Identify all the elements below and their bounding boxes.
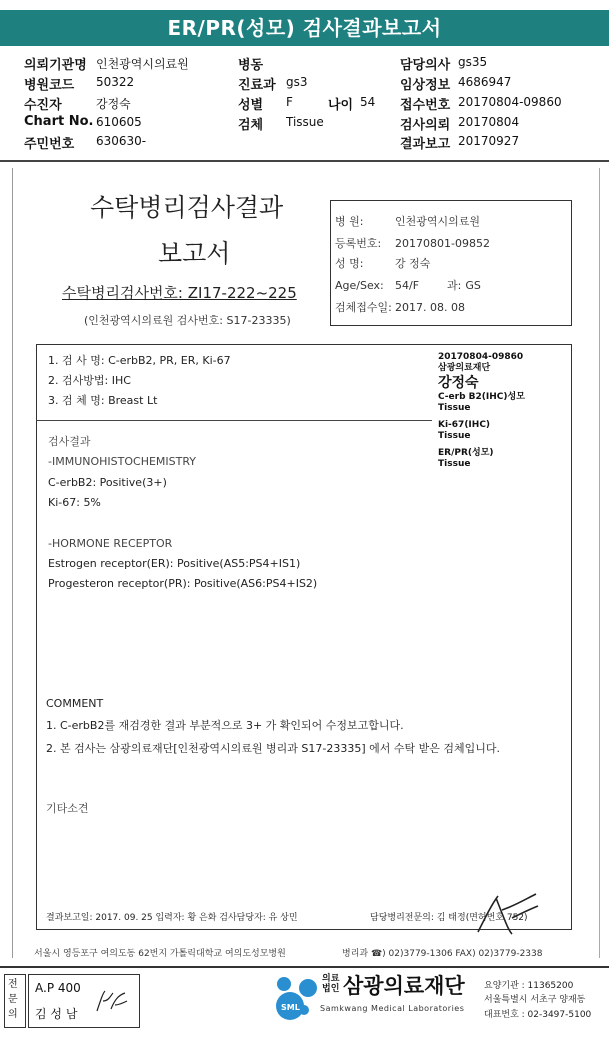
document-title-line2: 보고서 [158, 239, 231, 268]
stamp-item: Ki-67(IHC) [438, 420, 491, 430]
header-value: gs3 [286, 75, 308, 89]
name-label: 성 명: [335, 257, 364, 270]
comment-heading: COMMENT [46, 697, 104, 710]
header-label: 검사의뢰 [400, 118, 451, 133]
header-value: 20170804 [458, 115, 520, 129]
result-heading: 검사결과 [48, 435, 91, 448]
hospital-address: 서울시 영등포구 여의도동 62번지 가톨릭대학교 여의도성모병원 [34, 949, 286, 959]
header-value: F [286, 95, 293, 109]
vertical-char: 전 [8, 979, 18, 990]
header-label: 병동 [238, 58, 264, 73]
agesex-value: 54/F [395, 279, 420, 292]
brand-name: 삼광의료재단 [343, 974, 465, 998]
pathologist: 담당병리전문의: 김 태정(면허번호 752) [370, 913, 528, 923]
stamp-item: Tissue [438, 431, 471, 441]
institution-address: 서울특별시 서초구 양재동 [484, 995, 586, 1005]
header-value: gs35 [458, 55, 488, 69]
stamp-item: C-erb B2(IHC)성모 [438, 392, 525, 402]
specialist-label-box [4, 974, 26, 1028]
license-number: A.P 400 [35, 981, 81, 995]
consign-number: 수탁병리검사번호: ZI17-222~225 [62, 284, 297, 302]
hospital-label: 병 원: [335, 215, 364, 228]
stamp-item: Tissue [438, 403, 471, 413]
reg-label: 등록번호: [335, 237, 382, 250]
pr-result: Progesteron receptor(PR): Positive(AS6:PS4+IS2) [48, 577, 318, 590]
hospital-exam-number: (인천광역시의료원 검사번호: S17-23335) [84, 314, 291, 327]
header-value: 4686947 [458, 75, 512, 89]
stamp-item: Tissue [438, 459, 471, 469]
header-label: 병원코드 [24, 78, 75, 93]
header-label: 결과보고 [400, 137, 451, 152]
brand-english: Samkwang Medical Laboratories [320, 1004, 465, 1013]
agesex-label: Age/Sex: [335, 279, 384, 292]
stamp-item: ER/PR(성모) [438, 448, 494, 458]
specimen-name: 3. 검 체 명: Breast Lt [48, 394, 158, 407]
logo-text: SML [281, 1003, 300, 1012]
patient-header [0, 50, 609, 152]
ki67-result: Ki-67: 5% [48, 496, 101, 509]
dept-phone: 병리과 ☎) 02)3779-1306 FAX) 02)3779-2338 [342, 949, 543, 959]
section-rule [36, 420, 432, 421]
header-value: 50322 [96, 75, 135, 89]
stamp-accession: 20170804-09860 [438, 352, 524, 362]
specialist-signature [95, 989, 129, 1015]
comment-line: 1. C-erbB2를 재검경한 결과 부분적으로 3+ 가 확인되어 수정보고합니다. [46, 719, 404, 732]
specialist-box [28, 974, 140, 1028]
document-title: 수탁병리검사결과 [90, 193, 284, 222]
header-label: 접수번호 [400, 98, 451, 113]
reg-value: 20170801-09852 [395, 237, 490, 250]
header-value: Tissue [286, 115, 324, 129]
ihc-heading: -IMMUNOHISTOCHEMISTRY [48, 455, 197, 468]
header-label: 주민번호 [24, 137, 75, 152]
date-value: 2017. 08. 08 [395, 301, 465, 314]
sml-logo-icon [270, 974, 330, 1024]
header-divider [0, 160, 609, 162]
vertical-char: 문 [8, 994, 18, 1005]
name-value: 강 정숙 [395, 257, 431, 270]
header-label: 진료과 [238, 78, 276, 93]
header-label: 담당의사 [400, 58, 451, 73]
footer-divider [0, 966, 609, 968]
header-value: 630630- [96, 134, 147, 148]
header-label: 성별 [238, 98, 264, 113]
header-label: 수진자 [24, 98, 62, 113]
hormone-heading: -HORMONE RECEPTOR [48, 537, 173, 550]
cerbb2-result: C-erbB2: Positive(3+) [48, 476, 167, 489]
stamp-org: 삼광의료재단 [438, 363, 491, 373]
date-label: 검체접수일: [335, 301, 392, 314]
age-value: 54 [360, 95, 376, 109]
header-label: 의뢰기관명 [24, 58, 87, 73]
patient-info-box [330, 200, 572, 326]
misc-findings: 기타소견 [46, 802, 89, 815]
age-label: 나이 [328, 98, 354, 113]
header-label: Chart No. [24, 114, 94, 129]
specimen-label-stamp [438, 352, 525, 470]
header-value: 20170927 [458, 134, 520, 148]
institution-code: 요양기관 : 11365200 [484, 981, 574, 991]
corp-type: 의료 법인 [322, 974, 340, 994]
header-value: 인천광역시의료원 [96, 57, 189, 71]
test-name: 1. 검 사 명: C-erbB2, PR, ER, Ki-67 [48, 354, 231, 367]
report-signoff: 결과보고일: 2017. 09. 25 입력자: 황 은화 검사담당자: 유 상민 [46, 913, 298, 923]
header-value: 610605 [96, 115, 142, 129]
header-value: 강정숙 [96, 97, 131, 111]
dept-label: 과: [447, 279, 462, 292]
comment-line: 2. 본 검사는 삼광의료재단[인천광역시의료원 병리과 S17-23335] 에서 수탁 받은 검체입니다. [46, 742, 501, 755]
hospital-value: 인천광역시의료원 [395, 215, 481, 228]
pathologist-signature [472, 888, 542, 938]
stamp-name: 강정숙 [438, 375, 479, 391]
institution-phone: 대표번호 : 02-3497-5100 [484, 1010, 592, 1020]
dept-value: GS [465, 279, 481, 292]
vertical-char: 의 [8, 1009, 18, 1020]
header-label: 임상정보 [400, 78, 451, 93]
header-value: 20170804-09860 [458, 95, 562, 109]
test-method: 2. 검사방법: IHC [48, 374, 131, 387]
header-label: 검체 [238, 118, 264, 133]
specialist-name: 김 성 남 [35, 1007, 78, 1021]
er-result: Estrogen receptor(ER): Positive(AS5:PS4+IS1) [48, 557, 301, 570]
report-title: ER/PR(성모) 검사결과보고서 [0, 10, 609, 46]
